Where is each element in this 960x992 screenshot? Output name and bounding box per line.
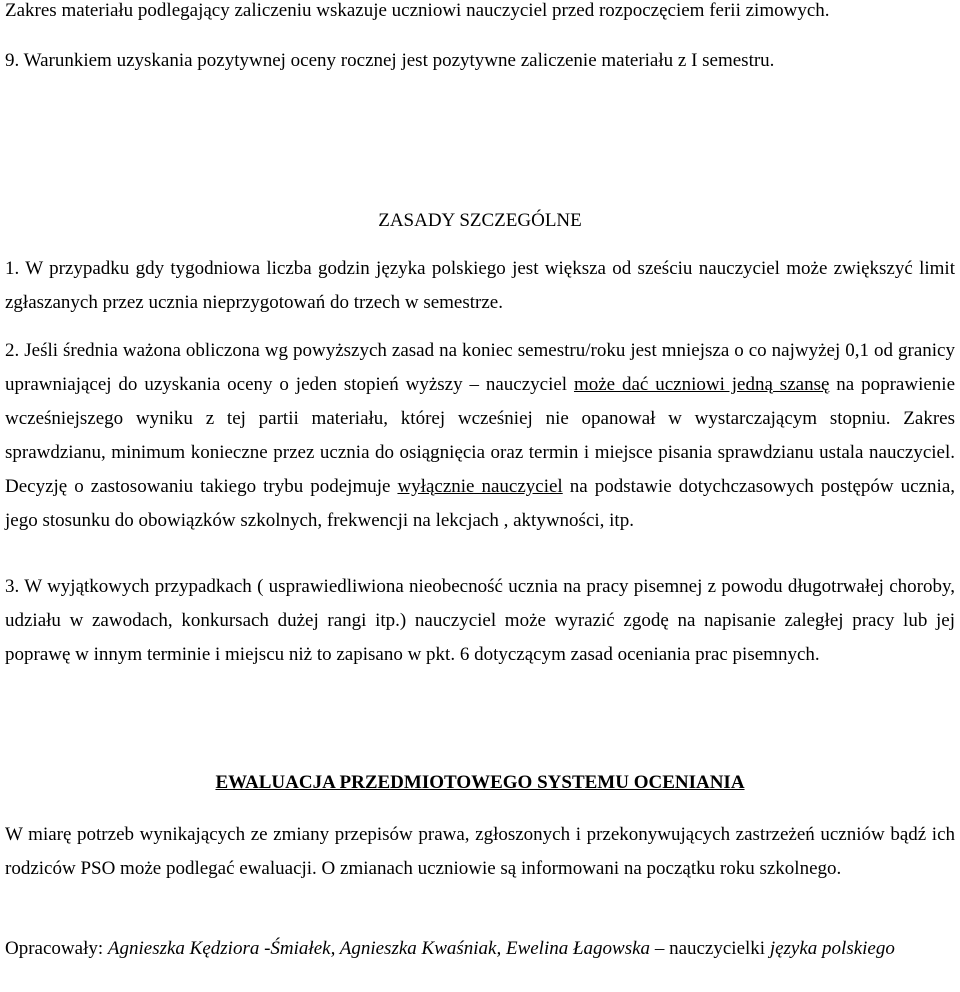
authors-paragraph: [5, 932, 955, 966]
ewaluacja-heading: EWALUACJA PRZEDMIOTOWEGO SYSTEMU OCENIANIA: [215, 772, 745, 793]
point-9-paragraph: 9. Warunkiem uzyskania pozytywnej oceny rocznej jest pozytywne zaliczenie materiału z I semestru.: [5, 50, 775, 71]
ewaluacja-paragraph: W miarę potrzeb wynikających ze zmiany przepisów prawa, zgłoszonych i przekonywujących zastrzeżeń uczniów bądź ich rodziców PSO może podlegać ewaluacji. O zmianach uczniowie są informowani na początku roku szkolnego.: [5, 824, 955, 879]
authors-names: Agnieszka Kędziora -Śmiałek, Agnieszka Kwaśniak, Ewelina Łagowska: [107, 938, 651, 959]
authors-role-a: nauczycielki: [669, 938, 770, 959]
zasady-point-2-underline-1: może dać uczniowi jedną szansę: [573, 374, 830, 395]
zasady-point-1: 1. W przypadku gdy tygodniowa liczba godzin języka polskiego jest większa od sześciu nauczyciel może zwiększyć limit zgłaszanych przez ucznia nieprzygotowań do trzech w semestrze.: [5, 258, 955, 313]
zasady-heading: ZASADY SZCZEGÓLNE: [378, 210, 582, 231]
zasady-point-2: [5, 334, 955, 538]
zasady-point-2-underline-2: wyłącznie nauczyciel: [397, 476, 563, 497]
zasady-point-2-text-b: na poprawienie wcześniejszego wyniku z tej partii materiału, której wcześniej nie opanował w wystarczającym stopniu. Zakres sprawdzianu, minimum konieczne przez ucznia do osiągnięcia oraz termin i miejsce pisania sprawdzianu ustala nauczyciel. Decyzję o zastosowaniu takiego trybu podejmuje: [5, 374, 956, 497]
zasady-point-3: 3. W wyjątkowych przypadkach ( usprawiedliwiona nieobecność ucznia na pracy pisemnej z powodu długotrwałej choroby, udziału w zawodach, konkursach dużej rangi itp.) nauczyciel może wyrazić zgodę na napisanie zaległej pracy lub jej poprawę w innym terminie i miejscu niż to zapisano w pkt. 6 dotyczącym zasad oceniania prac pisemnych.: [5, 576, 955, 665]
authors-role-b: języka polskiego: [769, 938, 895, 959]
zasady-point-2-text-a: 2. Jeśli średnia ważona obliczona wg powyższych zasad na koniec semestru/roku jest mniejsza o co najwyżej 0,1 od granicy uprawniającej do uzyskania oceny o jeden stopień wyższy – nauczyciel: [5, 340, 955, 395]
authors-label: Opracowały:: [5, 938, 108, 959]
zasady-point-2-text-c: na podstawie dotychczasowych postępów ucznia, jego stosunku do obowiązków szkolnych, frekwencji na lekcjach , aktywności, itp.: [5, 476, 956, 531]
intro-paragraph: Zakres materiału podlegający zaliczeniu wskazuje uczniowi nauczyciel przed rozpoczęciem ferii zimowych.: [5, 0, 830, 21]
authors-dash: –: [650, 938, 670, 959]
